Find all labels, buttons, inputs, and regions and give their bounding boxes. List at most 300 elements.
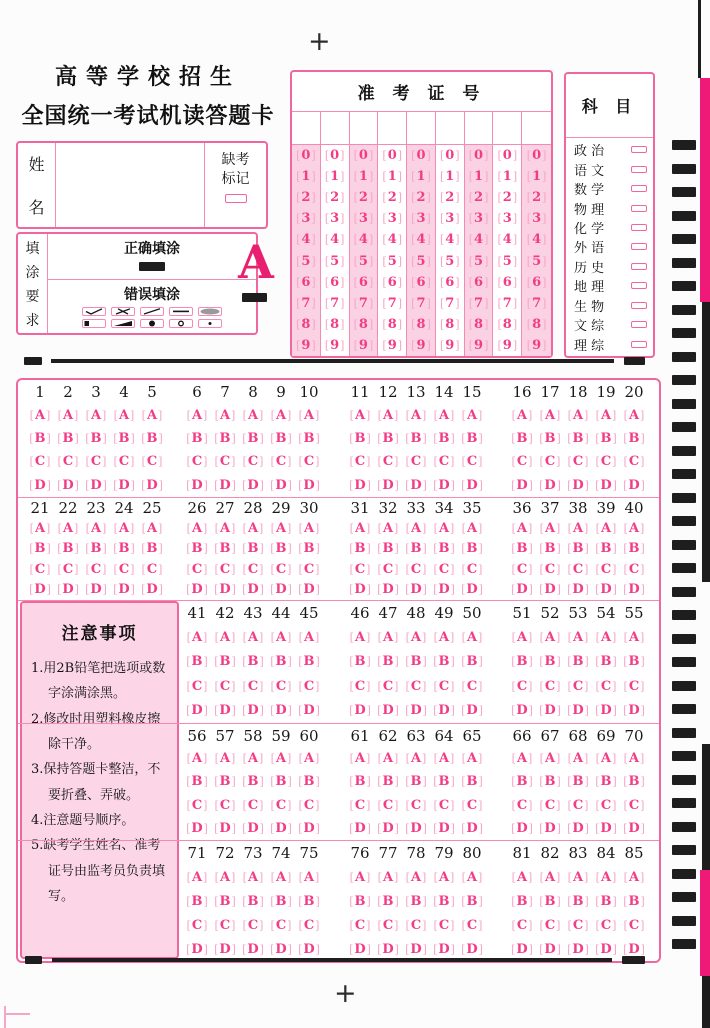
- answer-bubble[interactable]: [ A ]: [568, 409, 589, 422]
- answer-bubble[interactable]: [ A ]: [596, 409, 617, 422]
- answer-bubble[interactable]: [ D ]: [461, 943, 483, 956]
- answer-bubble[interactable]: [ C ]: [512, 680, 533, 693]
- answer-bubble[interactable]: [ C ]: [271, 455, 292, 468]
- answer-bubble[interactable]: [ A ]: [187, 631, 208, 644]
- answer-bubble[interactable]: [ D ]: [405, 583, 427, 596]
- answer-bubble[interactable]: [ B ]: [461, 895, 483, 908]
- answer-bubble[interactable]: [ A ]: [406, 522, 427, 535]
- answer-bubble[interactable]: [ B ]: [214, 655, 236, 668]
- answer-bubble[interactable]: [ B ]: [85, 432, 107, 445]
- answer-bubble[interactable]: [ B ]: [186, 432, 208, 445]
- subject-bubble[interactable]: [631, 243, 647, 250]
- ticket-digit-bubble[interactable]: [ 1 ]: [411, 170, 431, 183]
- answer-bubble[interactable]: [ D ]: [567, 822, 589, 835]
- answer-bubble[interactable]: [ A ]: [58, 522, 79, 535]
- ticket-digit-bubble[interactable]: [ 6 ]: [469, 276, 489, 289]
- absent-mark-bubble[interactable]: [225, 194, 247, 203]
- answer-bubble[interactable]: [ A ]: [624, 752, 645, 765]
- ticket-digit-bubble[interactable]: [ 3 ]: [296, 212, 316, 225]
- answer-bubble[interactable]: [ B ]: [242, 542, 264, 555]
- answer-bubble[interactable]: [ C ]: [187, 919, 208, 932]
- answer-bubble[interactable]: [ D ]: [214, 479, 236, 492]
- answer-bubble[interactable]: [ D ]: [433, 479, 455, 492]
- answer-bubble[interactable]: [ B ]: [349, 432, 371, 445]
- ticket-digit-bubble[interactable]: [ 9 ]: [382, 339, 402, 352]
- answer-bubble[interactable]: [ C ]: [58, 455, 79, 468]
- answer-bubble[interactable]: [ B ]: [270, 655, 292, 668]
- answer-bubble[interactable]: [ B ]: [405, 775, 427, 788]
- answer-bubble[interactable]: [ D ]: [567, 479, 589, 492]
- answer-bubble[interactable]: [ D ]: [349, 704, 371, 717]
- answer-bubble[interactable]: [ A ]: [378, 631, 399, 644]
- answer-bubble[interactable]: [ B ]: [405, 655, 427, 668]
- answer-bubble[interactable]: [ C ]: [243, 563, 264, 576]
- answer-bubble[interactable]: [ A ]: [350, 409, 371, 422]
- answer-bubble[interactable]: [ D ]: [595, 583, 617, 596]
- answer-bubble[interactable]: [ D ]: [186, 479, 208, 492]
- answer-bubble[interactable]: [ D ]: [113, 583, 135, 596]
- ticket-digit-bubble[interactable]: [ 7 ]: [382, 297, 402, 310]
- answer-bubble[interactable]: [ B ]: [349, 775, 371, 788]
- answer-bubble[interactable]: [ C ]: [462, 455, 483, 468]
- answer-bubble[interactable]: [ D ]: [623, 704, 645, 717]
- answer-bubble[interactable]: [ D ]: [57, 583, 79, 596]
- answer-bubble[interactable]: [ D ]: [377, 704, 399, 717]
- answer-bubble[interactable]: [ A ]: [350, 752, 371, 765]
- ticket-digit-bubble[interactable]: [ 5 ]: [411, 255, 431, 268]
- answer-bubble[interactable]: [ A ]: [568, 752, 589, 765]
- answer-bubble[interactable]: [ A ]: [243, 871, 264, 884]
- answer-bubble[interactable]: [ B ]: [623, 542, 645, 555]
- answer-bubble[interactable]: [ A ]: [512, 631, 533, 644]
- answer-bubble[interactable]: [ C ]: [378, 680, 399, 693]
- answer-bubble[interactable]: [ D ]: [539, 704, 561, 717]
- answer-bubble[interactable]: [ A ]: [215, 522, 236, 535]
- ticket-digit-bubble[interactable]: [ 1 ]: [354, 170, 374, 183]
- answer-bubble[interactable]: [ C ]: [271, 680, 292, 693]
- answer-bubble[interactable]: [ B ]: [377, 432, 399, 445]
- answer-bubble[interactable]: [ C ]: [596, 799, 617, 812]
- answer-bubble[interactable]: [ B ]: [141, 542, 163, 555]
- answer-bubble[interactable]: [ A ]: [271, 631, 292, 644]
- ticket-digit-bubble[interactable]: [ 3 ]: [440, 212, 460, 225]
- answer-bubble[interactable]: [ A ]: [299, 522, 320, 535]
- answer-bubble[interactable]: [ D ]: [461, 479, 483, 492]
- answer-bubble[interactable]: [ C ]: [434, 919, 455, 932]
- ticket-digit-bubble[interactable]: [ 4 ]: [382, 233, 402, 246]
- answer-bubble[interactable]: [ D ]: [567, 583, 589, 596]
- ticket-digit-bubble[interactable]: [ 3 ]: [469, 212, 489, 225]
- answer-bubble[interactable]: [ D ]: [29, 479, 51, 492]
- answer-bubble[interactable]: [ C ]: [596, 680, 617, 693]
- ticket-digit-bubble[interactable]: [ 4 ]: [498, 233, 518, 246]
- answer-bubble[interactable]: [ A ]: [187, 752, 208, 765]
- ticket-digit-bubble[interactable]: [ 7 ]: [440, 297, 460, 310]
- answer-bubble[interactable]: [ C ]: [462, 799, 483, 812]
- answer-bubble[interactable]: [ A ]: [406, 871, 427, 884]
- answer-bubble[interactable]: [ C ]: [215, 919, 236, 932]
- answer-bubble[interactable]: [ A ]: [215, 752, 236, 765]
- answer-bubble[interactable]: [ B ]: [270, 775, 292, 788]
- answer-bubble[interactable]: [ D ]: [214, 704, 236, 717]
- answer-bubble[interactable]: [ B ]: [298, 895, 320, 908]
- answer-bubble[interactable]: [ C ]: [568, 563, 589, 576]
- ticket-digit-bubble[interactable]: [ 4 ]: [469, 233, 489, 246]
- answer-bubble[interactable]: [ A ]: [215, 871, 236, 884]
- answer-bubble[interactable]: [ C ]: [350, 919, 371, 932]
- answer-bubble[interactable]: [ C ]: [512, 919, 533, 932]
- answer-bubble[interactable]: [ A ]: [434, 871, 455, 884]
- ticket-digit-bubble[interactable]: [ 6 ]: [296, 276, 316, 289]
- answer-bubble[interactable]: [ A ]: [86, 409, 107, 422]
- answer-bubble[interactable]: [ C ]: [243, 680, 264, 693]
- answer-bubble[interactable]: [ D ]: [186, 822, 208, 835]
- answer-bubble[interactable]: [ B ]: [298, 542, 320, 555]
- answer-bubble[interactable]: [ A ]: [596, 752, 617, 765]
- answer-bubble[interactable]: [ D ]: [242, 822, 264, 835]
- answer-bubble[interactable]: [ D ]: [141, 479, 163, 492]
- answer-bubble[interactable]: [ D ]: [595, 704, 617, 717]
- answer-bubble[interactable]: [ A ]: [215, 409, 236, 422]
- answer-bubble[interactable]: [ D ]: [595, 822, 617, 835]
- subject-bubble[interactable]: [631, 263, 647, 270]
- answer-bubble[interactable]: [ A ]: [142, 522, 163, 535]
- ticket-write-cell[interactable]: [321, 112, 350, 144]
- answer-bubble[interactable]: [ B ]: [433, 432, 455, 445]
- answer-bubble[interactable]: [ D ]: [405, 943, 427, 956]
- answer-bubble[interactable]: [ C ]: [114, 455, 135, 468]
- subject-bubble[interactable]: [631, 146, 647, 153]
- answer-bubble[interactable]: [ A ]: [462, 522, 483, 535]
- ticket-digit-bubble[interactable]: [ 1 ]: [527, 170, 547, 183]
- answer-bubble[interactable]: [ D ]: [623, 943, 645, 956]
- answer-bubble[interactable]: [ D ]: [113, 479, 135, 492]
- ticket-digit-bubble[interactable]: [ 2 ]: [527, 191, 547, 204]
- ticket-digit-bubble[interactable]: [ 9 ]: [440, 339, 460, 352]
- answer-bubble[interactable]: [ C ]: [299, 919, 320, 932]
- answer-bubble[interactable]: [ A ]: [271, 752, 292, 765]
- answer-bubble[interactable]: [ A ]: [142, 409, 163, 422]
- answer-bubble[interactable]: [ C ]: [624, 919, 645, 932]
- answer-bubble[interactable]: [ B ]: [242, 775, 264, 788]
- ticket-digit-bubble[interactable]: [ 9 ]: [325, 339, 345, 352]
- answer-bubble[interactable]: [ D ]: [377, 822, 399, 835]
- answer-bubble[interactable]: [ D ]: [29, 583, 51, 596]
- answer-bubble[interactable]: [ C ]: [624, 563, 645, 576]
- ticket-write-cell[interactable]: [407, 112, 436, 144]
- answer-bubble[interactable]: [ A ]: [378, 871, 399, 884]
- ticket-digit-bubble[interactable]: [ 9 ]: [411, 339, 431, 352]
- ticket-digit-bubble[interactable]: [ 1 ]: [440, 170, 460, 183]
- answer-bubble[interactable]: [ C ]: [58, 563, 79, 576]
- answer-bubble[interactable]: [ B ]: [595, 542, 617, 555]
- ticket-digit-bubble[interactable]: [ 5 ]: [498, 255, 518, 268]
- answer-bubble[interactable]: [ D ]: [214, 822, 236, 835]
- ticket-digit-bubble[interactable]: [ 2 ]: [411, 191, 431, 204]
- answer-bubble[interactable]: [ A ]: [512, 871, 533, 884]
- ticket-digit-bubble[interactable]: [ 4 ]: [440, 233, 460, 246]
- answer-bubble[interactable]: [ A ]: [540, 409, 561, 422]
- answer-bubble[interactable]: [ B ]: [186, 895, 208, 908]
- answer-bubble[interactable]: [ D ]: [186, 704, 208, 717]
- ticket-digit-bubble[interactable]: [ 5 ]: [527, 255, 547, 268]
- answer-bubble[interactable]: [ C ]: [512, 563, 533, 576]
- answer-bubble[interactable]: [ D ]: [567, 943, 589, 956]
- ticket-digit-bubble[interactable]: [ 6 ]: [440, 276, 460, 289]
- ticket-digit-bubble[interactable]: [ 2 ]: [354, 191, 374, 204]
- answer-bubble[interactable]: [ D ]: [461, 822, 483, 835]
- answer-bubble[interactable]: [ C ]: [215, 680, 236, 693]
- answer-bubble[interactable]: [ C ]: [596, 563, 617, 576]
- answer-bubble[interactable]: [ A ]: [299, 752, 320, 765]
- answer-bubble[interactable]: [ C ]: [434, 455, 455, 468]
- ticket-digit-bubble[interactable]: [ 1 ]: [296, 170, 316, 183]
- answer-bubble[interactable]: [ D ]: [141, 583, 163, 596]
- ticket-digit-bubble[interactable]: [ 8 ]: [296, 318, 316, 331]
- ticket-write-cell[interactable]: [292, 112, 321, 144]
- ticket-digit-bubble[interactable]: [ 7 ]: [469, 297, 489, 310]
- answer-bubble[interactable]: [ A ]: [243, 409, 264, 422]
- answer-bubble[interactable]: [ D ]: [242, 479, 264, 492]
- answer-bubble[interactable]: [ A ]: [406, 631, 427, 644]
- answer-bubble[interactable]: [ B ]: [270, 542, 292, 555]
- answer-bubble[interactable]: [ B ]: [377, 895, 399, 908]
- answer-bubble[interactable]: [ A ]: [114, 522, 135, 535]
- answer-bubble[interactable]: [ B ]: [623, 655, 645, 668]
- answer-bubble[interactable]: [ C ]: [271, 563, 292, 576]
- answer-bubble[interactable]: [ B ]: [511, 895, 533, 908]
- ticket-digit-bubble[interactable]: [ 7 ]: [325, 297, 345, 310]
- subject-bubble[interactable]: [631, 166, 647, 173]
- ticket-digit-bubble[interactable]: [ 8 ]: [382, 318, 402, 331]
- answer-bubble[interactable]: [ C ]: [86, 563, 107, 576]
- answer-bubble[interactable]: [ D ]: [461, 704, 483, 717]
- ticket-digit-bubble[interactable]: [ 5 ]: [440, 255, 460, 268]
- answer-bubble[interactable]: [ C ]: [540, 563, 561, 576]
- answer-bubble[interactable]: [ A ]: [187, 409, 208, 422]
- answer-bubble[interactable]: [ B ]: [433, 895, 455, 908]
- answer-bubble[interactable]: [ D ]: [349, 943, 371, 956]
- answer-bubble[interactable]: [ D ]: [270, 479, 292, 492]
- answer-bubble[interactable]: [ A ]: [350, 631, 371, 644]
- answer-bubble[interactable]: [ B ]: [623, 895, 645, 908]
- subject-bubble[interactable]: [631, 282, 647, 289]
- answer-bubble[interactable]: [ A ]: [462, 631, 483, 644]
- answer-bubble[interactable]: [ A ]: [86, 522, 107, 535]
- answer-bubble[interactable]: [ C ]: [406, 799, 427, 812]
- ticket-digit-bubble[interactable]: [ 3 ]: [354, 212, 374, 225]
- answer-bubble[interactable]: [ A ]: [434, 409, 455, 422]
- answer-bubble[interactable]: [ A ]: [596, 631, 617, 644]
- answer-bubble[interactable]: [ C ]: [434, 680, 455, 693]
- ticket-digit-bubble[interactable]: [ 6 ]: [411, 276, 431, 289]
- answer-bubble[interactable]: [ D ]: [595, 479, 617, 492]
- answer-bubble[interactable]: [ B ]: [539, 655, 561, 668]
- ticket-digit-bubble[interactable]: [ 2 ]: [440, 191, 460, 204]
- answer-bubble[interactable]: [ C ]: [540, 455, 561, 468]
- answer-bubble[interactable]: [ C ]: [114, 563, 135, 576]
- ticket-digit-bubble[interactable]: [ 6 ]: [382, 276, 402, 289]
- answer-bubble[interactable]: [ C ]: [540, 799, 561, 812]
- subject-bubble[interactable]: [631, 185, 647, 192]
- answer-bubble[interactable]: [ B ]: [186, 542, 208, 555]
- answer-bubble[interactable]: [ B ]: [298, 775, 320, 788]
- answer-bubble[interactable]: [ A ]: [299, 631, 320, 644]
- answer-bubble[interactable]: [ B ]: [141, 432, 163, 445]
- answer-bubble[interactable]: [ B ]: [186, 655, 208, 668]
- answer-bubble[interactable]: [ A ]: [187, 871, 208, 884]
- answer-bubble[interactable]: [ D ]: [85, 479, 107, 492]
- answer-bubble[interactable]: [ C ]: [462, 919, 483, 932]
- answer-bubble[interactable]: [ C ]: [271, 799, 292, 812]
- answer-bubble[interactable]: [ C ]: [568, 799, 589, 812]
- answer-bubble[interactable]: [ D ]: [433, 704, 455, 717]
- answer-bubble[interactable]: [ C ]: [434, 563, 455, 576]
- answer-bubble[interactable]: [ B ]: [511, 775, 533, 788]
- ticket-digit-bubble[interactable]: [ 1 ]: [382, 170, 402, 183]
- ticket-write-cell[interactable]: [522, 112, 551, 144]
- answer-bubble[interactable]: [ A ]: [540, 522, 561, 535]
- ticket-digit-bubble[interactable]: [ 6 ]: [325, 276, 345, 289]
- answer-bubble[interactable]: [ C ]: [350, 799, 371, 812]
- answer-bubble[interactable]: [ C ]: [299, 563, 320, 576]
- answer-bubble[interactable]: [ B ]: [567, 432, 589, 445]
- answer-bubble[interactable]: [ C ]: [568, 680, 589, 693]
- answer-bubble[interactable]: [ B ]: [461, 775, 483, 788]
- ticket-digit-bubble[interactable]: [ 5 ]: [382, 255, 402, 268]
- answer-bubble[interactable]: [ C ]: [350, 563, 371, 576]
- answer-bubble[interactable]: [ D ]: [539, 822, 561, 835]
- answer-bubble[interactable]: [ A ]: [299, 871, 320, 884]
- answer-bubble[interactable]: [ D ]: [349, 479, 371, 492]
- answer-bubble[interactable]: [ A ]: [568, 631, 589, 644]
- answer-bubble[interactable]: [ C ]: [378, 455, 399, 468]
- answer-bubble[interactable]: [ A ]: [540, 871, 561, 884]
- answer-bubble[interactable]: [ B ]: [461, 432, 483, 445]
- answer-bubble[interactable]: [ C ]: [406, 455, 427, 468]
- answer-bubble[interactable]: [ C ]: [187, 455, 208, 468]
- answer-bubble[interactable]: [ D ]: [623, 583, 645, 596]
- answer-bubble[interactable]: [ B ]: [298, 432, 320, 445]
- answer-bubble[interactable]: [ C ]: [187, 680, 208, 693]
- answer-bubble[interactable]: [ D ]: [405, 704, 427, 717]
- answer-bubble[interactable]: [ A ]: [568, 871, 589, 884]
- answer-bubble[interactable]: [ D ]: [298, 583, 320, 596]
- ticket-digit-bubble[interactable]: [ 4 ]: [411, 233, 431, 246]
- answer-bubble[interactable]: [ B ]: [113, 542, 135, 555]
- answer-bubble[interactable]: [ A ]: [406, 752, 427, 765]
- ticket-digit-bubble[interactable]: [ 4 ]: [325, 233, 345, 246]
- ticket-digit-bubble[interactable]: [ 0 ]: [498, 149, 518, 162]
- answer-bubble[interactable]: [ B ]: [270, 432, 292, 445]
- ticket-digit-bubble[interactable]: [ 2 ]: [382, 191, 402, 204]
- ticket-digit-bubble[interactable]: [ 7 ]: [527, 297, 547, 310]
- answer-bubble[interactable]: [ C ]: [299, 799, 320, 812]
- answer-bubble[interactable]: [ A ]: [540, 752, 561, 765]
- ticket-digit-bubble[interactable]: [ 2 ]: [469, 191, 489, 204]
- answer-bubble[interactable]: [ C ]: [540, 680, 561, 693]
- ticket-digit-bubble[interactable]: [ 7 ]: [411, 297, 431, 310]
- ticket-digit-bubble[interactable]: [ 4 ]: [296, 233, 316, 246]
- answer-bubble[interactable]: [ A ]: [350, 522, 371, 535]
- answer-bubble[interactable]: [ D ]: [511, 704, 533, 717]
- ticket-digit-bubble[interactable]: [ 0 ]: [527, 149, 547, 162]
- answer-bubble[interactable]: [ C ]: [406, 680, 427, 693]
- answer-bubble[interactable]: [ D ]: [242, 583, 264, 596]
- answer-bubble[interactable]: [ A ]: [114, 409, 135, 422]
- ticket-digit-bubble[interactable]: [ 5 ]: [325, 255, 345, 268]
- answer-bubble[interactable]: [ A ]: [299, 409, 320, 422]
- answer-bubble[interactable]: [ D ]: [405, 479, 427, 492]
- answer-bubble[interactable]: [ C ]: [624, 455, 645, 468]
- answer-bubble[interactable]: [ B ]: [433, 655, 455, 668]
- answer-bubble[interactable]: [ B ]: [595, 775, 617, 788]
- answer-bubble[interactable]: [ D ]: [623, 822, 645, 835]
- answer-bubble[interactable]: [ A ]: [624, 522, 645, 535]
- answer-bubble[interactable]: [ A ]: [434, 631, 455, 644]
- ticket-digit-bubble[interactable]: [ 0 ]: [354, 149, 374, 162]
- ticket-digit-bubble[interactable]: [ 9 ]: [498, 339, 518, 352]
- answer-bubble[interactable]: [ D ]: [298, 479, 320, 492]
- answer-bubble[interactable]: [ A ]: [243, 631, 264, 644]
- answer-bubble[interactable]: [ B ]: [461, 542, 483, 555]
- ticket-digit-bubble[interactable]: [ 7 ]: [296, 297, 316, 310]
- answer-bubble[interactable]: [ A ]: [462, 752, 483, 765]
- answer-bubble[interactable]: [ A ]: [512, 409, 533, 422]
- answer-bubble[interactable]: [ D ]: [349, 583, 371, 596]
- ticket-digit-bubble[interactable]: [ 8 ]: [411, 318, 431, 331]
- answer-bubble[interactable]: [ A ]: [350, 871, 371, 884]
- answer-bubble[interactable]: [ B ]: [405, 432, 427, 445]
- answer-bubble[interactable]: [ D ]: [433, 583, 455, 596]
- answer-bubble[interactable]: [ D ]: [539, 583, 561, 596]
- answer-bubble[interactable]: [ D ]: [539, 943, 561, 956]
- answer-bubble[interactable]: [ B ]: [214, 895, 236, 908]
- answer-bubble[interactable]: [ C ]: [596, 919, 617, 932]
- ticket-digit-bubble[interactable]: [ 8 ]: [354, 318, 374, 331]
- answer-bubble[interactable]: [ D ]: [85, 583, 107, 596]
- ticket-digit-bubble[interactable]: [ 0 ]: [469, 149, 489, 162]
- ticket-digit-bubble[interactable]: [ 9 ]: [527, 339, 547, 352]
- answer-bubble[interactable]: [ D ]: [511, 479, 533, 492]
- answer-bubble[interactable]: [ C ]: [243, 455, 264, 468]
- subject-bubble[interactable]: [631, 205, 647, 212]
- answer-bubble[interactable]: [ B ]: [242, 655, 264, 668]
- answer-bubble[interactable]: [ C ]: [406, 563, 427, 576]
- answer-bubble[interactable]: [ A ]: [243, 752, 264, 765]
- answer-bubble[interactable]: [ B ]: [349, 542, 371, 555]
- answer-bubble[interactable]: [ B ]: [595, 655, 617, 668]
- answer-bubble[interactable]: [ B ]: [29, 432, 51, 445]
- answer-bubble[interactable]: [ C ]: [142, 455, 163, 468]
- answer-bubble[interactable]: [ A ]: [30, 522, 51, 535]
- answer-bubble[interactable]: [ A ]: [187, 522, 208, 535]
- answer-bubble[interactable]: [ D ]: [242, 943, 264, 956]
- ticket-digit-bubble[interactable]: [ 2 ]: [296, 191, 316, 204]
- answer-bubble[interactable]: [ B ]: [270, 895, 292, 908]
- answer-bubble[interactable]: [ D ]: [511, 943, 533, 956]
- answer-bubble[interactable]: [ C ]: [350, 680, 371, 693]
- answer-bubble[interactable]: [ A ]: [624, 409, 645, 422]
- answer-bubble[interactable]: [ D ]: [539, 479, 561, 492]
- answer-bubble[interactable]: [ C ]: [624, 680, 645, 693]
- answer-bubble[interactable]: [ C ]: [378, 563, 399, 576]
- ticket-digit-bubble[interactable]: [ 6 ]: [527, 276, 547, 289]
- answer-bubble[interactable]: [ D ]: [511, 822, 533, 835]
- ticket-digit-bubble[interactable]: [ 0 ]: [411, 149, 431, 162]
- answer-bubble[interactable]: [ D ]: [377, 479, 399, 492]
- answer-bubble[interactable]: [ C ]: [462, 680, 483, 693]
